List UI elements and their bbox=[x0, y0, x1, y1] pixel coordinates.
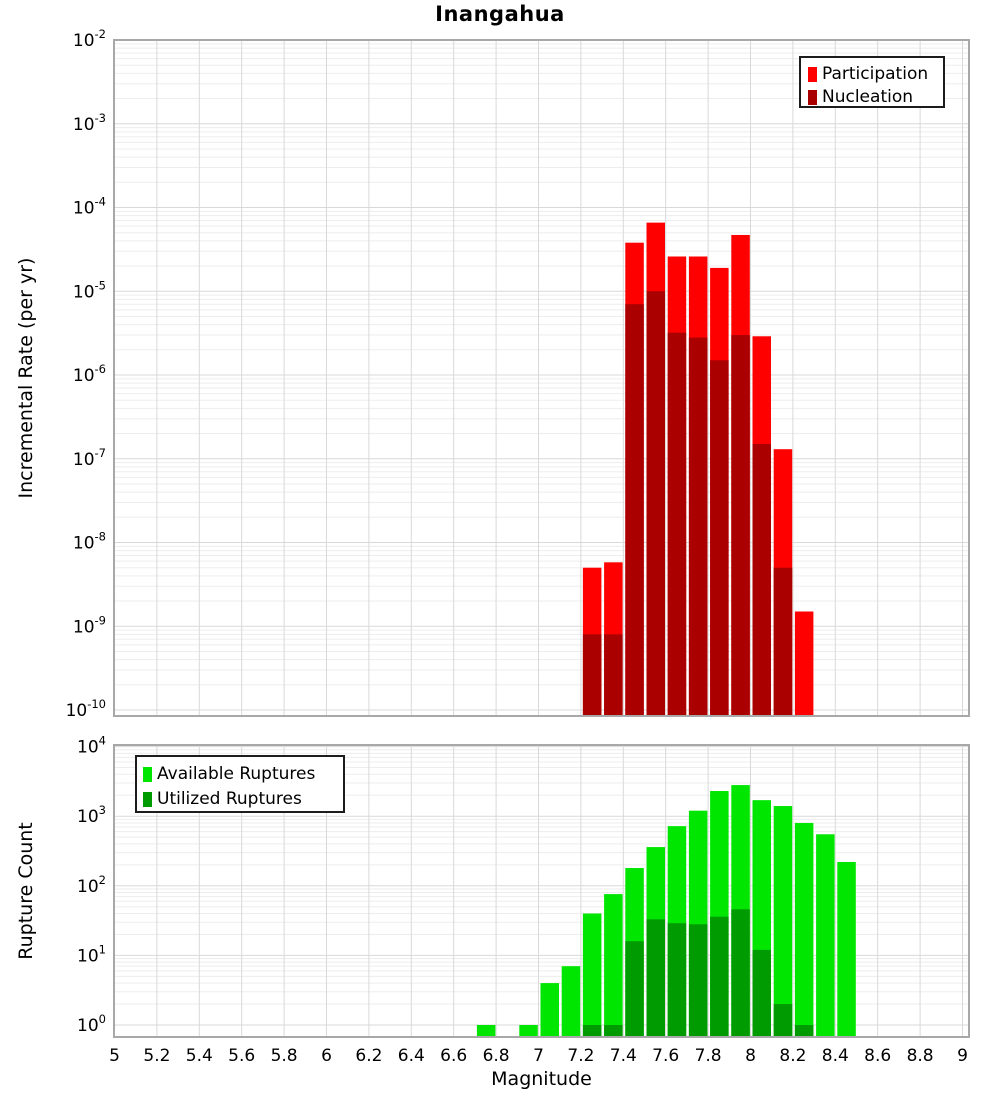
x-tick-label: 8.4 bbox=[821, 1046, 849, 1066]
y-tick-label: $10^{-8}$ bbox=[72, 529, 106, 554]
x-tick-label: 9 bbox=[957, 1046, 968, 1066]
y-tick-label: $10^2$ bbox=[77, 872, 106, 897]
bar-nucleation-7.6 bbox=[668, 333, 687, 716]
bar-available-ruptures-7 bbox=[541, 983, 560, 1037]
bar-nucleation-7.4 bbox=[625, 304, 644, 716]
y-tick-label: $10^{-6}$ bbox=[72, 362, 106, 386]
x-tick-label: 8.8 bbox=[906, 1046, 934, 1066]
bar-utilized-ruptures-7.6 bbox=[668, 923, 687, 1037]
y-tick-label: $10^{-10}$ bbox=[65, 697, 106, 721]
x-tick-label: 5.2 bbox=[143, 1046, 171, 1066]
legend-label-available-ruptures: Available Ruptures bbox=[157, 764, 316, 784]
y-tick-label: $10^{-5}$ bbox=[72, 278, 106, 303]
x-tick-label: 5 bbox=[109, 1046, 120, 1066]
plot-area-0 bbox=[114, 40, 969, 716]
y-tick-label: $10^1$ bbox=[77, 942, 106, 967]
bar-nucleation-7.8 bbox=[710, 360, 729, 716]
bar-utilized-ruptures-7.7 bbox=[689, 924, 708, 1037]
chart-title: Inangahua bbox=[435, 2, 565, 26]
legend-marker-nucleation bbox=[808, 90, 817, 105]
bar-available-ruptures-6.7 bbox=[477, 1025, 496, 1037]
legend-label-participation: Participation bbox=[822, 64, 929, 84]
x-tick-label: 6.6 bbox=[440, 1046, 468, 1066]
legend-item-available-ruptures bbox=[143, 762, 343, 787]
y-tick-label: $10^{-4}$ bbox=[72, 194, 106, 219]
bar-available-ruptures-7.3 bbox=[604, 894, 623, 1037]
bar-utilized-ruptures-7.4 bbox=[625, 941, 644, 1037]
legend-marker-participation bbox=[808, 67, 817, 82]
y-tick-label: $10^3$ bbox=[77, 803, 106, 828]
legend-item-participation bbox=[808, 63, 943, 86]
x-tick-label: 5.8 bbox=[270, 1046, 298, 1066]
legend-item-utilized-ruptures bbox=[143, 787, 343, 812]
x-tick-label: 8 bbox=[745, 1046, 756, 1066]
bar-utilized-ruptures-7.2 bbox=[583, 1025, 602, 1037]
bar-utilized-ruptures-8.1 bbox=[774, 1004, 793, 1037]
bar-available-ruptures-8.3 bbox=[816, 834, 835, 1037]
x-tick-label: 7 bbox=[533, 1046, 544, 1066]
bar-available-ruptures-8.4 bbox=[837, 862, 856, 1037]
x-tick-label: 6 bbox=[321, 1046, 332, 1066]
x-tick-label: 5.6 bbox=[228, 1046, 256, 1066]
y-tick-label: $10^4$ bbox=[77, 733, 106, 758]
bar-participation-8.2 bbox=[795, 612, 814, 716]
legend-label-utilized-ruptures: Utilized Ruptures bbox=[157, 789, 302, 809]
bar-utilized-ruptures-7.5 bbox=[647, 919, 666, 1037]
bar-nucleation-7.9 bbox=[731, 335, 750, 716]
legend-label-nucleation: Nucleation bbox=[822, 87, 914, 107]
bar-utilized-ruptures-7.3 bbox=[604, 1025, 623, 1037]
y-tick-label: $10^{-3}$ bbox=[72, 110, 106, 135]
x-tick-label: 6.4 bbox=[397, 1046, 425, 1066]
bar-nucleation-7.3 bbox=[604, 634, 623, 716]
y-tick-label: $10^0$ bbox=[77, 1012, 106, 1036]
bottom-chart-ylabel: Rupture Count bbox=[15, 822, 37, 960]
top-chart-ylabel: Incremental Rate (per yr) bbox=[15, 257, 37, 499]
legend-marker-available-ruptures bbox=[143, 767, 152, 782]
x-tick-label: 7.2 bbox=[567, 1046, 595, 1066]
bar-nucleation-7.5 bbox=[647, 291, 666, 716]
y-tick-label: $10^{-9}$ bbox=[72, 613, 106, 638]
x-tick-label: 7.6 bbox=[652, 1046, 680, 1066]
legend-rate-chart bbox=[799, 56, 945, 108]
bar-available-ruptures-7.1 bbox=[562, 966, 581, 1037]
x-tick-label: 8.6 bbox=[864, 1046, 892, 1066]
legend-marker-utilized-ruptures bbox=[143, 792, 152, 807]
x-tick-label: 6.8 bbox=[482, 1046, 510, 1066]
bar-nucleation-8 bbox=[753, 444, 772, 716]
bar-available-ruptures-7.2 bbox=[583, 913, 602, 1037]
x-tick-label: 5.4 bbox=[185, 1046, 213, 1066]
y-tick-label: $10^{-2}$ bbox=[72, 27, 106, 51]
legend-item-nucleation bbox=[808, 86, 943, 109]
x-tick-label: 8.2 bbox=[779, 1046, 807, 1066]
x-tick-label: 6.2 bbox=[355, 1046, 383, 1066]
legend-count-chart bbox=[135, 755, 345, 813]
bar-available-ruptures-8.2 bbox=[795, 823, 814, 1037]
y-tick-label: $10^{-7}$ bbox=[72, 445, 106, 470]
x-axis-label: Magnitude bbox=[491, 1068, 592, 1090]
bar-utilized-ruptures-8.2 bbox=[795, 1025, 814, 1037]
bar-utilized-ruptures-7.8 bbox=[710, 917, 729, 1037]
bar-nucleation-7.7 bbox=[689, 338, 708, 716]
bar-utilized-ruptures-8 bbox=[753, 950, 772, 1037]
bar-utilized-ruptures-7.9 bbox=[731, 909, 750, 1037]
x-tick-label: 7.8 bbox=[694, 1046, 722, 1066]
bar-nucleation-8.1 bbox=[774, 568, 793, 716]
x-tick-label: 7.4 bbox=[609, 1046, 637, 1066]
bar-available-ruptures-8.1 bbox=[774, 806, 793, 1037]
bar-available-ruptures-6.9 bbox=[519, 1025, 538, 1037]
bar-nucleation-7.2 bbox=[583, 634, 602, 716]
